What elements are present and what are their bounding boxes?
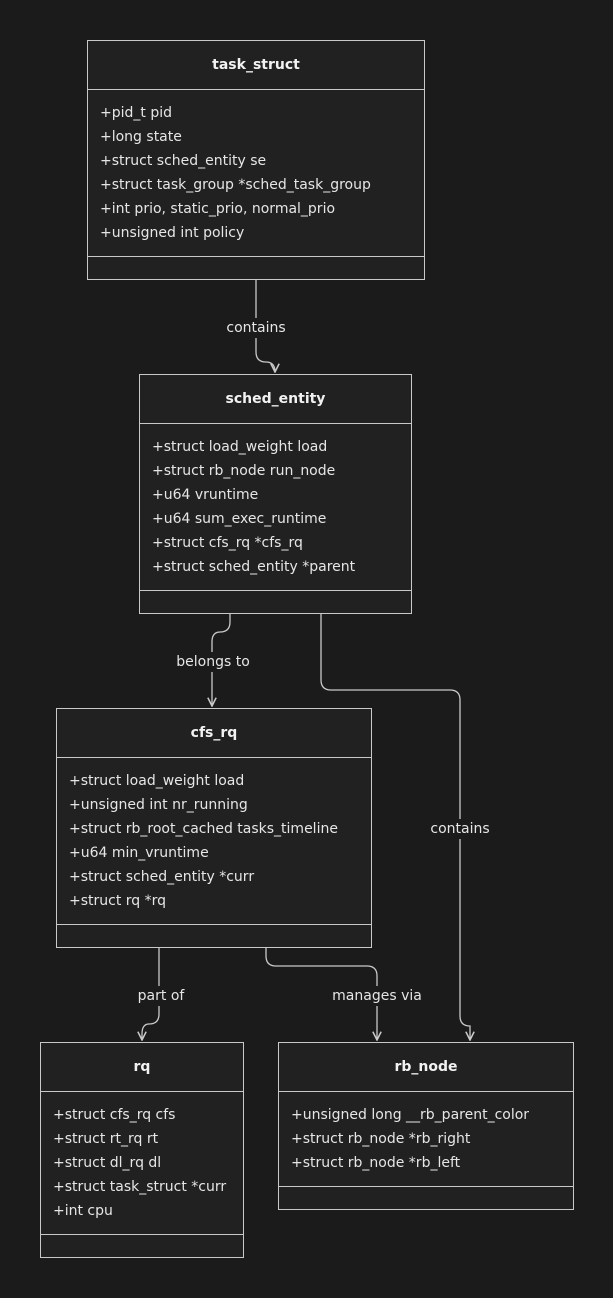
attribute: +u64 min_vruntime (69, 845, 209, 861)
attribute: +long state (100, 129, 182, 145)
class-sched-entity (139, 374, 412, 614)
attribute: +struct cfs_rq cfs (53, 1107, 176, 1123)
attribute: +int cpu (53, 1203, 113, 1219)
class-title: rb_node (279, 1043, 573, 1092)
edge-label-contains: contains (222, 318, 289, 338)
attribute: +pid_t pid (100, 105, 172, 121)
attribute: +struct cfs_rq *cfs_rq (152, 535, 303, 551)
attribute-list (41, 1092, 243, 1235)
class-title: rq (41, 1043, 243, 1092)
class-title: sched_entity (140, 375, 411, 424)
attribute: +unsigned int nr_running (69, 797, 248, 813)
attribute: +struct rq *rq (69, 893, 167, 909)
edge-label-part-of: part of (134, 986, 189, 1006)
class-rb-node (278, 1042, 574, 1210)
attribute: +struct rb_root_cached tasks_timeline (69, 821, 338, 837)
attribute: +struct sched_entity se (100, 153, 267, 169)
attribute: +struct load_weight load (69, 773, 245, 789)
attribute: +unsigned int policy (100, 225, 245, 241)
method-list (88, 257, 424, 279)
attribute: +struct rb_node *rb_right (291, 1131, 471, 1147)
attribute: +struct rb_node *rb_left (291, 1155, 461, 1171)
class-rq (40, 1042, 244, 1258)
attribute: +struct task_group *sched_task_group (100, 177, 371, 193)
method-list (140, 591, 411, 613)
attribute: +struct rb_node run_node (152, 463, 336, 479)
attribute: +int prio, static_prio, normal_prio (100, 201, 336, 217)
method-list (41, 1235, 243, 1257)
attribute-list (140, 424, 411, 591)
attribute: +u64 sum_exec_runtime (152, 511, 327, 527)
attribute-list (57, 758, 371, 925)
attribute: +unsigned long __rb_parent_color (291, 1107, 530, 1123)
edge-label-belongs-to: belongs to (172, 652, 254, 672)
attribute: +struct rt_rq rt (53, 1131, 159, 1147)
edge-label-manages-via: manages via (328, 986, 426, 1006)
class-title: task_struct (88, 41, 424, 90)
method-list (279, 1187, 573, 1209)
attribute: +struct sched_entity *curr (69, 869, 255, 885)
method-list (57, 925, 371, 947)
class-title: cfs_rq (57, 709, 371, 758)
edge-label-contains: contains (426, 819, 493, 839)
attribute-list (279, 1092, 573, 1187)
attribute: +struct load_weight load (152, 439, 328, 455)
attribute: +u64 vruntime (152, 487, 259, 503)
class-task-struct (87, 40, 425, 280)
attribute-list (88, 90, 424, 257)
class-cfs-rq (56, 708, 372, 948)
attribute: +struct task_struct *curr (53, 1179, 227, 1195)
attribute: +struct dl_rq dl (53, 1155, 162, 1171)
attribute: +struct sched_entity *parent (152, 559, 356, 575)
